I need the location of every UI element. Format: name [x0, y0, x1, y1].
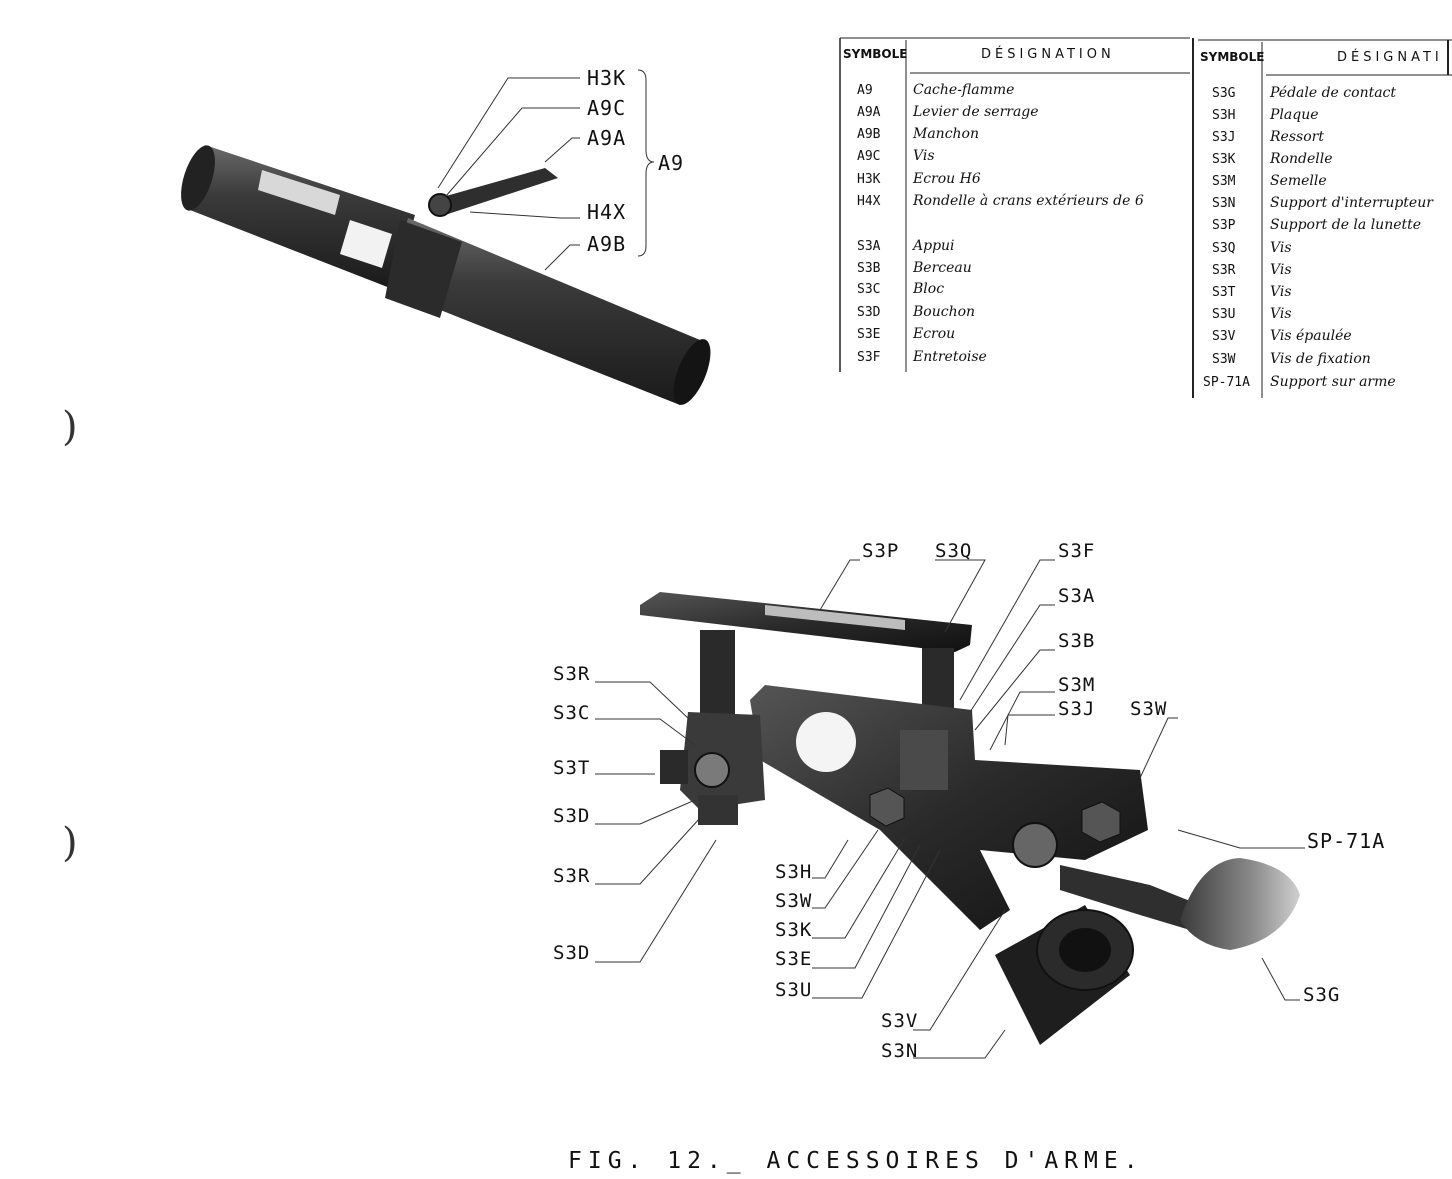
group-label-a9: A9 — [658, 151, 685, 175]
callout-s3g: S3G — [1303, 984, 1341, 1006]
callout-s3r-lower: S3R — [553, 865, 591, 887]
table-designation: Support d'interrupteur — [1270, 195, 1433, 211]
callout-s3k: S3K — [775, 919, 813, 941]
table-symbol: A9 — [857, 83, 873, 98]
callout-s3b: S3B — [1058, 630, 1096, 652]
scope-rail — [640, 592, 972, 652]
figure-caption: FIG. 12._ ACCESSOIRES D'ARME. — [568, 1148, 1144, 1174]
table-symbol: SP-71A — [1203, 375, 1250, 390]
callout-h4x: H4X — [587, 200, 627, 224]
callout-s3d-lower: S3D — [553, 942, 591, 964]
callout-a9b: A9B — [587, 232, 627, 256]
table-symbol: S3H — [1212, 108, 1236, 123]
table-designation: Levier de serrage — [913, 104, 1039, 120]
callout-s3p: S3P — [862, 540, 900, 562]
table-designation: Vis — [1270, 306, 1292, 322]
spring-block — [900, 730, 948, 790]
clamp-screw — [429, 194, 451, 216]
table-symbol: S3D — [857, 305, 881, 320]
rail-post-left — [700, 630, 735, 720]
callout-s3j: S3J — [1058, 698, 1096, 720]
lower-plug — [698, 795, 738, 825]
table-designation: Ecrou — [913, 326, 956, 342]
table-header-symbol-left: SYMBOLE — [843, 47, 908, 61]
table-symbol: S3C — [857, 282, 881, 297]
table-designation: Bouchon — [913, 304, 976, 320]
table-designation: Vis épaulée — [1270, 328, 1352, 344]
bracket-hole — [796, 712, 856, 772]
callout-s3h: S3H — [775, 861, 813, 883]
margin-mark: ) — [62, 404, 78, 450]
table-designation: Semelle — [1270, 173, 1327, 189]
table-designation: Vis de fixation — [1270, 351, 1371, 367]
table-symbol: S3W — [1212, 352, 1236, 367]
table-symbol: A9C — [857, 149, 881, 164]
callout-s3u: S3U — [775, 979, 813, 1001]
left-plug — [660, 750, 688, 784]
table-designation: Vis — [913, 148, 935, 164]
table-symbol: A9A — [857, 105, 881, 120]
table-header-designation-left: DÉSIGNATION — [981, 47, 1115, 62]
callout-s3a: S3A — [1058, 585, 1096, 607]
table-symbol: S3T — [1212, 285, 1236, 300]
table-designation: Berceau — [913, 260, 972, 276]
table-symbol: S3A — [857, 239, 881, 254]
table-symbol: S3P — [1212, 218, 1236, 233]
callout-s3m: S3M — [1058, 674, 1096, 696]
table-symbol: S3G — [1212, 86, 1236, 101]
callout-s3d: S3D — [553, 805, 591, 827]
table-designation: Rondelle à crans extérieurs de 6 — [913, 193, 1144, 209]
callout-s3q: S3Q — [935, 540, 973, 562]
table-designation: Vis — [1270, 240, 1292, 256]
table-designation: Vis — [1270, 284, 1292, 300]
table-designation: Manchon — [913, 126, 980, 142]
table-designation: Appui — [913, 238, 955, 254]
switch-cylinder-hole — [1059, 928, 1111, 972]
table-designation: Entretoise — [913, 349, 987, 365]
slotted-screw — [1013, 823, 1057, 867]
table-designation: Rondelle — [1270, 151, 1333, 167]
callout-s3e: S3E — [775, 948, 813, 970]
callout-s3c: S3C — [553, 702, 591, 724]
flash-hider-tube — [190, 145, 415, 290]
table-symbol: S3J — [1212, 130, 1236, 145]
callout-s3t: S3T — [553, 757, 591, 779]
table-symbol: H4X — [857, 194, 881, 209]
table-symbol: A9B — [857, 127, 881, 142]
callout-a9a: A9A — [587, 126, 627, 150]
callout-s3f: S3F — [1058, 540, 1096, 562]
callout-s3n: S3N — [881, 1040, 919, 1062]
margin-mark: ) — [62, 820, 78, 866]
contact-pedal — [1180, 858, 1300, 950]
table-symbol: S3K — [1212, 152, 1236, 167]
table-symbol: S3F — [857, 350, 881, 365]
table-designation: Ecrou H6 — [913, 171, 981, 187]
table-designation: Support sur arme — [1270, 374, 1396, 390]
table-symbol: S3B — [857, 261, 881, 276]
callout-s3w: S3W — [775, 890, 813, 912]
weapon-support-drawing — [640, 592, 1300, 1045]
table-designation: Plaque — [1270, 107, 1319, 123]
table-symbol: S3U — [1212, 307, 1236, 322]
callout-h3k: H3K — [587, 66, 627, 90]
left-screw — [695, 753, 729, 787]
callout-s3w-top: S3W — [1130, 698, 1168, 720]
table-symbol: S3R — [1212, 263, 1236, 278]
table-designation: Bloc — [913, 281, 945, 297]
table-symbol: H3K — [857, 172, 881, 187]
table-symbol: S3V — [1212, 329, 1236, 344]
table-header-symbol-right: SYMBOLE — [1200, 50, 1265, 64]
table-symbol: S3Q — [1212, 241, 1236, 256]
table-symbol: S3M — [1212, 174, 1236, 189]
callout-s3v: S3V — [881, 1010, 919, 1032]
table-symbol: S3N — [1212, 196, 1236, 211]
table-symbol: S3E — [857, 327, 881, 342]
table-designation: Support de la lunette — [1270, 217, 1422, 233]
flash-hider-drawing — [174, 141, 718, 409]
callout-s3r: S3R — [553, 663, 591, 685]
table-designation: Ressort — [1270, 129, 1324, 145]
callout-sp-71a: SP-71A — [1307, 829, 1386, 853]
table-designation: Vis — [1270, 262, 1292, 278]
callout-a9c: A9C — [587, 96, 627, 120]
table-designation: Pédale de contact — [1270, 85, 1397, 101]
table-designation: Cache-flamme — [913, 82, 1015, 98]
table-header-designation-right: DÉSIGNATI — [1337, 50, 1443, 65]
